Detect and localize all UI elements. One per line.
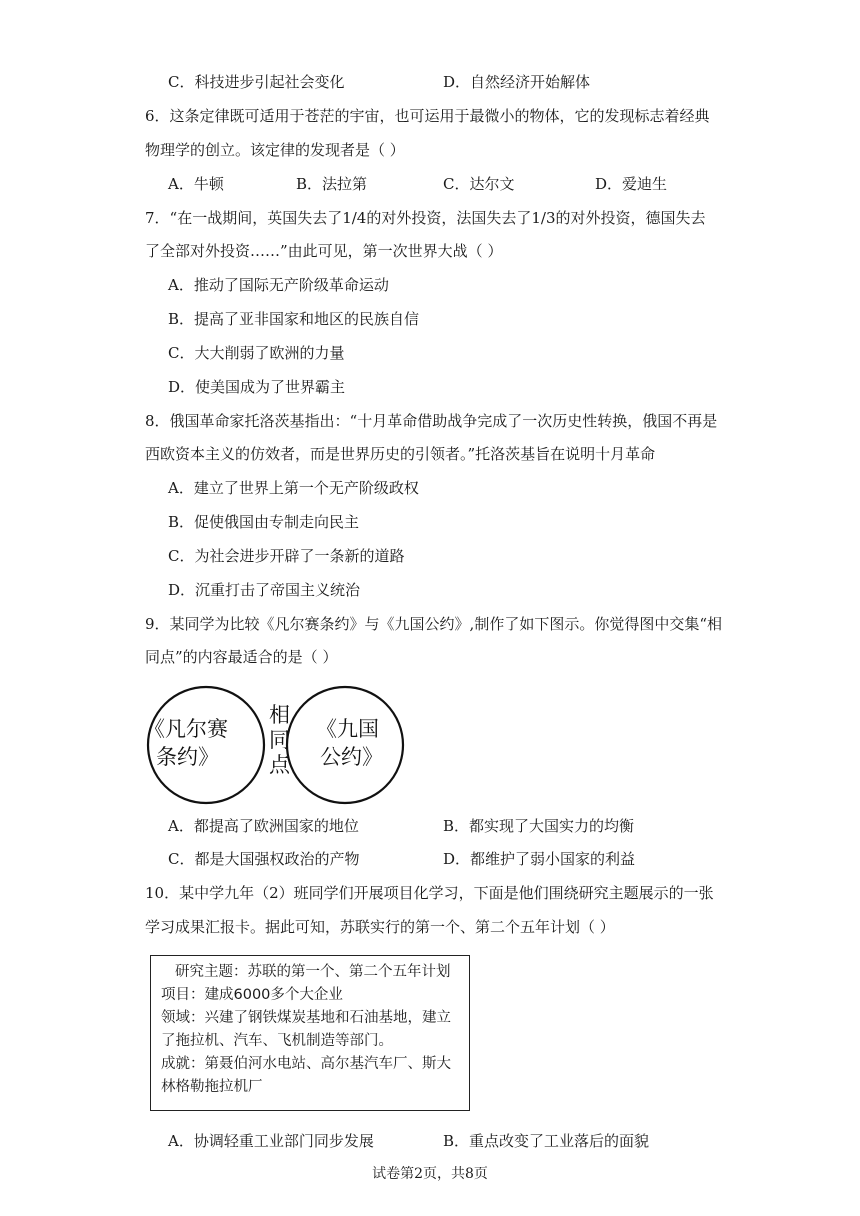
q9-option-b: B．都实现了大国实力的均衡: [443, 817, 635, 835]
venn-center-label-line3: 点: [269, 753, 290, 777]
page-footer: 试卷第2页，共8页: [372, 1166, 488, 1182]
q7-option-c: C．大大削弱了欧洲的力量: [168, 344, 345, 362]
card-project: 项目：建成6000多个大企业: [161, 987, 343, 1003]
card-achievement-line1: 成就：第聂伯河水电站、高尔基汽车厂、斯大: [161, 1056, 451, 1072]
q6-option-b: B．法拉第: [296, 175, 368, 193]
venn-left-label-line1: 《凡尔赛: [144, 717, 228, 741]
q8-stem-line1: 8．俄国革命家托洛茨基指出：“十月革命借助战争完成了一次历史性转换，俄国不再是: [145, 412, 718, 430]
q7-stem-line2: 了全部对外投资……”由此可见，第一次世界大战（ ）: [145, 242, 503, 260]
q5-option-c: C．科技进步引起社会变化: [168, 73, 345, 91]
venn-diagram: [140, 684, 420, 806]
venn-left-label-line2: 条约》: [156, 745, 219, 769]
q10-stem-line1: 10．某中学九年（2）班同学们开展项目化学习，下面是他们围绕研究主题展示的一张: [145, 884, 714, 902]
q9-option-a: A．都提高了欧洲国家的地位: [168, 817, 359, 835]
q5-option-d: D．自然经济开始解体: [443, 73, 591, 91]
q8-option-c: C．为社会进步开辟了一条新的道路: [168, 547, 405, 565]
card-topic: 研究主题：苏联的第一个、第二个五年计划: [175, 964, 451, 980]
report-card: [150, 955, 470, 1111]
venn-center-label-line2: 同: [269, 728, 290, 752]
q8-option-d: D．沉重打击了帝国主义统治: [168, 581, 361, 599]
venn-right-label-line1: 《九国: [316, 717, 379, 741]
q8-stem-line2: 西欧资本主义的仿效者，而是世界历史的引领者。”托洛茨基旨在说明十月革命: [145, 445, 656, 463]
q8-option-b: B．促使俄国由专制走向民主: [168, 513, 360, 531]
venn-right-label-line2: 公约》: [320, 745, 383, 769]
q6-stem-line1: 6．这条定律既可适用于苍茫的宇宙，也可运用于最微小的物体，它的发现标志着经典: [145, 107, 710, 125]
q7-option-b: B．提高了亚非国家和地区的民族自信: [168, 310, 420, 328]
q9-stem-line2: 同点”的内容最适合的是（ ）: [145, 648, 338, 666]
card-achievement-line2: 林格勒拖拉机厂: [161, 1079, 263, 1095]
q10-stem-line2: 学习成果汇报卡。据此可知，苏联实行的第一个、第二个五年计划（ ）: [145, 918, 615, 936]
q7-option-d: D．使美国成为了世界霸主: [168, 378, 346, 396]
q9-option-c: C．都是大国强权政治的产物: [168, 850, 360, 868]
q7-option-a: A．推动了国际无产阶级革命运动: [168, 276, 389, 294]
q10-option-b: B．重点改变了工业落后的面貌: [443, 1132, 650, 1150]
q10-option-a: A．协调轻重工业部门同步发展: [168, 1132, 374, 1150]
venn-center-label-line1: 相: [269, 703, 290, 727]
q7-stem-line1: 7．“在一战期间，英国失去了1/4的对外投资，法国失去了1/3的对外投资，德国失去: [145, 209, 706, 227]
card-field-line1: 领域：兴建了钢铁煤炭基地和石油基地，建立: [161, 1010, 451, 1026]
q6-option-c: C．达尔文: [443, 175, 515, 193]
q9-stem-line1: 9．某同学为比较《凡尔赛条约》与《九国公约》,制作了如下图示。你觉得图中交集“相: [145, 615, 722, 633]
q6-option-a: A．牛顿: [168, 175, 224, 193]
q8-option-a: A．建立了世界上第一个无产阶级政权: [168, 479, 419, 497]
q6-stem-line2: 物理学的创立。该定律的发现者是（ ）: [145, 141, 405, 159]
q6-options: [0, 173, 860, 195]
q6-option-d: D．爱迪生: [595, 175, 668, 193]
q9-option-d: D．都维护了弱小国家的利益: [443, 850, 636, 868]
card-field-line2: 了拖拉机、汽车、飞机制造等部门。: [161, 1033, 393, 1049]
